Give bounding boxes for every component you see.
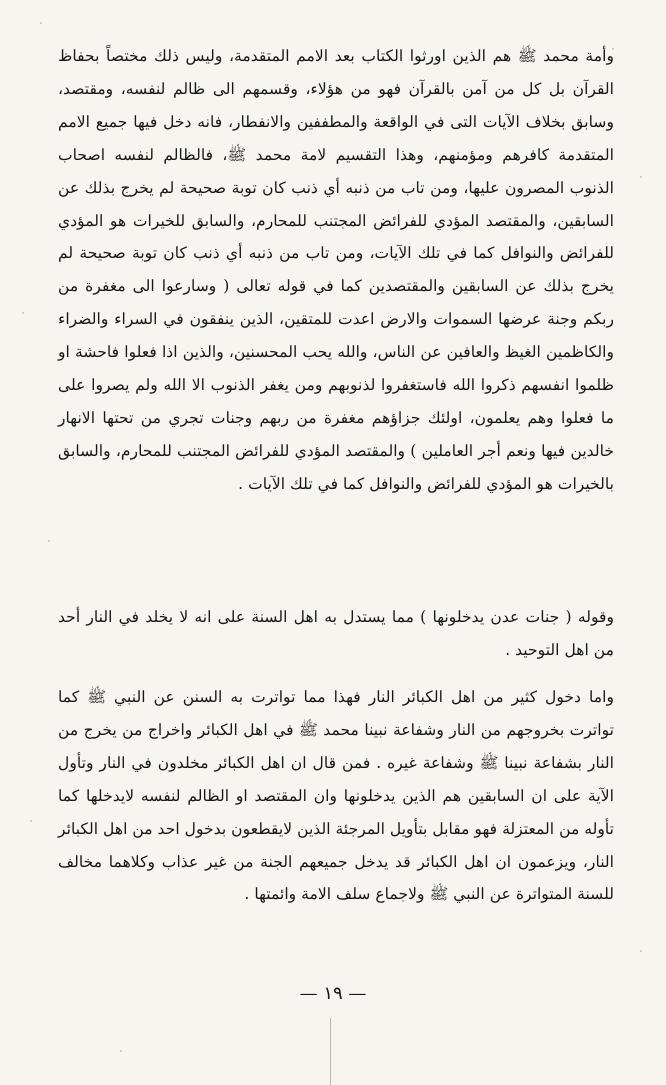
paper-speck	[48, 540, 50, 542]
paper-speck	[30, 820, 32, 822]
paragraph-2-text: وقوله ( جنات عدن يدخلونها ) مما يستدل به اهل السنة على انه لا يخلد في النار أحد من اهل التوحيد .	[58, 608, 614, 659]
scan-fold-line	[330, 1018, 331, 1085]
paragraph-2	[58, 601, 614, 667]
paper-speck	[120, 1050, 122, 1052]
paragraph-1	[58, 40, 614, 501]
paper-speck	[640, 950, 642, 952]
paragraph-3-text: واما دخول كثير من اهل الكبائر النار فهذا مما تواترت به السنن عن النبي ﷺ كما تواترت بخروجهم من النار وشفاعة نبينا محمد ﷺ في اهل الكبائر واخراج من يخرج من النار بشفاعة نبينا ﷺ وشفاعة غيره . فمن قال ان اهل الكبائر مخلدون في النار وتأول الآية على ان السابقين هم الذين يدخلونها وان المقتصد او الظالم لنفسه لايدخلها كما تأوله من المعتزلة فهو مقابل بتأويل المرجئة الذين لايقطعون بدخول احد من اهل الكبائر النار، ويزعمون ان اهل الكبائر قد يدخل جميعهم الجنة من غير عذاب وكلاهما مخالف للسنة المتواترة عن النبي ﷺ ولاجماع سلف الامة وائمتها .	[58, 688, 614, 904]
paper-speck	[40, 22, 42, 24]
page-number: — ١٩ —	[299, 983, 367, 1004]
paragraph-3	[58, 681, 614, 911]
paper-speck	[22, 312, 24, 314]
paper-speck	[640, 176, 642, 178]
paragraph-1-text: وأمة محمد ﷺ هم الذين اورثوا الكتاب بعد الامم المتقدمة، وليس ذلك مختصاً بحفاظ القرآن بل كل من آمن بالقرآن فهو من هؤلاء، وقسمهم الى ظالم لنفسه، ومقتصد، وسابق بخلاف الآيات التى في الواقعة والمطففين والانفطار، فانه دخل فيها جميع الامم المتقدمة كافرهم ومؤمنهم، وهذا التقسيم لامة محمد ﷺ، فالظالم لنفسه اصحاب الذنوب المصرون عليها، ومن تاب من ذنبه أي ذنب كان توبة صحيحة لم يخرج بذلك عن السابقين، والمقتصد المؤدي للفرائض المجتنب للمحارم، والسابق للخيرات هو المؤدي للفرائض والنوافل كما في تلك الآيات، ومن تاب من ذنبه أي ذنب كان توبة صحيحة لم يخرج بذلك عن السابقين والمقتصدين كما في قوله تعالى ( وسارعوا الى مغفرة من ربكم وجنة عرضها السموات والارض اعدت للمتقين، الذين ينفقون في السراء والضراء والكاظمين الغيظ والعافين عن الناس، والله يحب المحسنين، والذين اذا فعلوا فاحشة او ظلموا انفسهم ذكروا الله فاستغفروا لذنوبهم ومن يغفر الذنوب الا الله ولم يصروا على ما فعلوا وهم يعلمون، اولئك جزاؤهم مغفرة من ربهم وجنات تجري من تحتها الانهار خالدين فيها ونعم أجر العاملين ) والمقتصد المؤدي للفرائض المجتنب للمحارم، والسابق بالخيرات هو المؤدي للفرائض والنوافل كما في تلك الآيات .	[58, 47, 614, 493]
